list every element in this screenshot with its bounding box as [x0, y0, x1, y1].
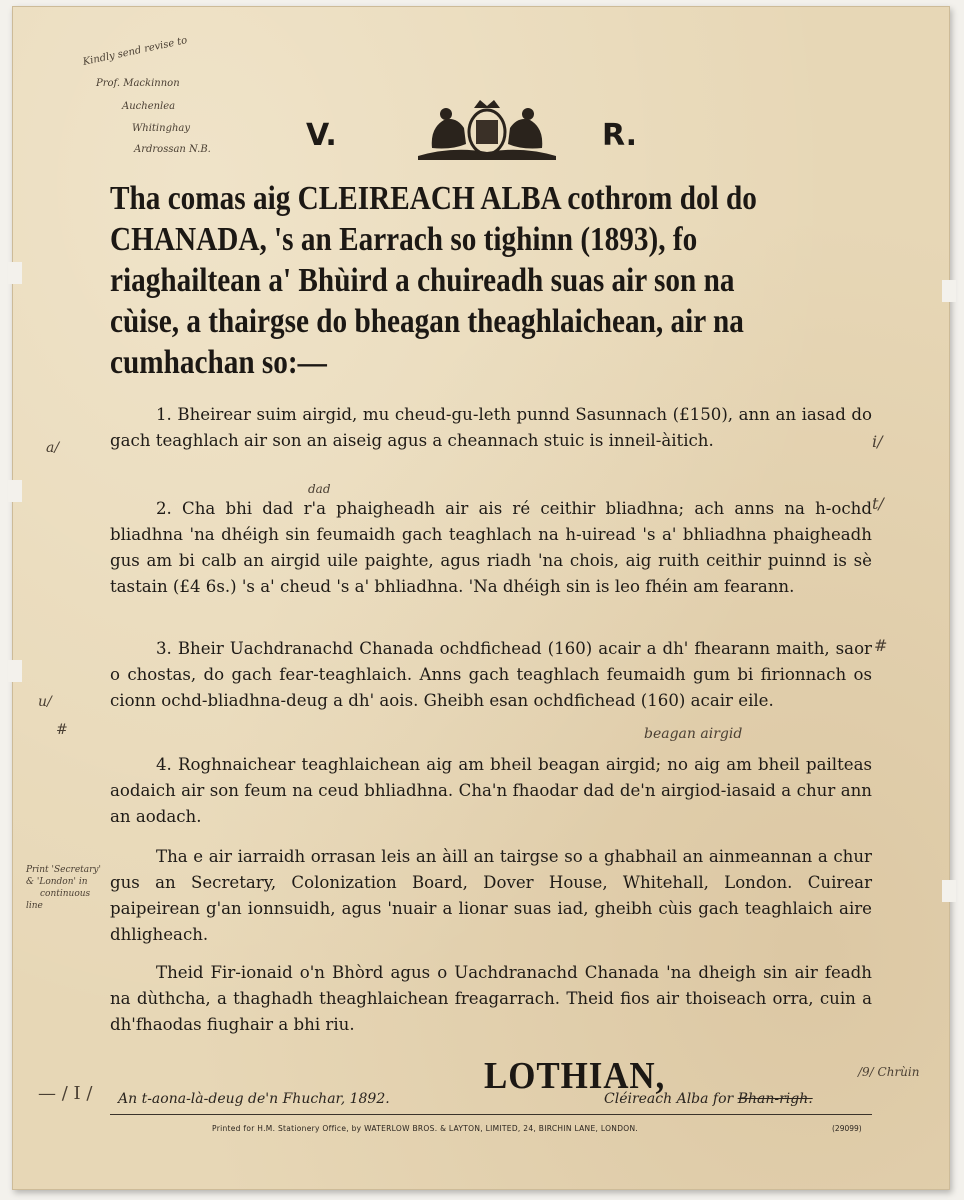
title-line: CHANADA, 's an Earrach so tighinn (1893), fo	[110, 221, 698, 258]
handwritten-left-note-4: line	[26, 901, 43, 911]
paragraph-1	[110, 402, 872, 454]
date-line: An t-aona-là-deug de'n Fhuchar, 1892.	[118, 1091, 390, 1107]
paragraph-6	[110, 960, 872, 1038]
edge-tab	[8, 480, 22, 502]
edge-tab	[942, 880, 956, 902]
handwritten-address-3: Whitinghay	[132, 123, 191, 134]
handwritten-bottom-left: — / I /	[38, 1083, 93, 1104]
handwritten-note-top-left: Kindly send revise to	[81, 35, 189, 68]
handwritten-bottom-right: /9/ Chrùin	[858, 1065, 920, 1079]
poster-sheet	[12, 6, 950, 1190]
footer-rule	[110, 1114, 872, 1115]
edge-tab	[942, 280, 956, 302]
handwritten-above-dad: dad	[308, 482, 331, 496]
clerk-office	[604, 1091, 813, 1107]
handwritten-left-note-2: & 'London' in	[26, 877, 88, 887]
handwritten-left-note-3: continuous	[40, 889, 91, 899]
paragraph-3	[110, 636, 872, 714]
signature-name: LOTHIAN,	[484, 1055, 666, 1097]
header-letter-r: R.	[602, 118, 638, 153]
margin-mark-left-1: a/	[46, 440, 60, 456]
margin-mark-right-2: t/	[872, 494, 884, 513]
print-number: (29099)	[832, 1124, 862, 1133]
printer-imprint: Printed for H.M. Stationery Office, by WATERLOW BROS. & LAYTON, LIMITED, 24, BIRCHIN LANE, LONDON.	[212, 1124, 639, 1133]
margin-mark-right-3: #	[874, 636, 888, 655]
paragraph-text: 3. Bheir Uachdranachd Chanada ochdfichead (160) acair a dh' fhearann maith, saor o chostas, do gach fear-teaghlaich. Anns gach teaghlach feumaidh gum bi firionnach os cionn ochd-bliadhna-deug a dh' aois. Gheibh esan ochdfichead (160) acair eile.	[110, 639, 872, 710]
edge-tab	[8, 262, 22, 284]
paragraph-text: 2. Cha bhi dad r'a phaigheadh air ais ré ceithir bliadhna; ach anns na h-ochd bliadhna 'na dhéigh sin feumaidh gach teaghlach na h-uiread 's a' bhliadhna phaigheadh gus am bi calb an airgid uile paighte, agus riadh 'na chois, aig ruith ceithir puinnd is sè tastain (£4 6s.) 's a' cheud 's a' bhliadhna. 'Na dhéigh sin is leo fhéin am fearann.	[110, 499, 872, 596]
title-line: cumhachan so:—	[110, 344, 327, 381]
paragraph-text: 1. Bheirear suim airgid, mu cheud-gu-leth punnd Sasunnach (£150), ann an iasad do gach teaghlach air son an aiseig agus a cheannach stuic is inneil-àitich.	[110, 405, 872, 450]
header-letter-v: V.	[306, 118, 337, 153]
handwritten-address-1: Prof. Mackinnon	[96, 78, 180, 89]
margin-mark-left-2: u/	[38, 694, 52, 710]
paragraph-text: 4. Roghnaichear teaghlaichean aig am bheil beagan airgid; no aig am bheil pailteas aodaich air son feum na ceud bhliadhna. Cha'n fhaodar dad de'n airgiod-iasaid a chur ann an aodach.	[110, 755, 872, 826]
margin-mark-right-1: i/	[872, 432, 883, 451]
title-line: riaghailtean a' Bhùird a chuireadh suas air son na	[110, 262, 735, 299]
paragraph-text: Theid Fir-ionaid o'n Bhòrd agus o Uachdranachd Chanada 'na dheigh sin air feadh na dùthcha, a thaghadh theaghlaichean freagarrach. Theid fios air thoiseach orra, cuin a dh'fhaodas fiughair a bhi riu.	[110, 963, 872, 1034]
clerk-office-struck: Bhan-righ.	[737, 1091, 813, 1107]
notice-title	[110, 178, 765, 383]
paragraph-2	[110, 496, 872, 600]
paragraph-4	[110, 752, 872, 830]
edge-tab	[8, 660, 22, 682]
title-line: cùise, a thairgse do bheagan theaghlaichean, air na	[110, 303, 744, 340]
margin-mark-left-3: #	[56, 722, 68, 738]
handwritten-left-note-1: Print 'Secretary'	[26, 865, 101, 875]
clerk-office-prefix: Cléireach Alba for	[604, 1091, 734, 1107]
paragraph-text: Tha e air iarraidh orrasan leis an àill an tairgse so a ghabhail an ainmeannan a chur gus an Secretary, Colonization Board, Dover House, Whitehall, London. Cuirear paipeirean g'an ionnsuidh, agus 'nuair a lionar suas iad, gheibh cùis gach teaghlaich aire dhligheach.	[110, 847, 872, 944]
handwritten-above-beagan: beagan airgid	[644, 726, 743, 742]
handwritten-address-2: Auchenlea	[122, 101, 176, 112]
handwritten-address-4: Ardrossan N.B.	[134, 144, 211, 155]
paragraph-5	[110, 844, 872, 948]
royal-coat-of-arms-icon	[412, 98, 562, 160]
title-line: Tha comas aig CLEIREACH ALBA cothrom dol do	[110, 180, 757, 217]
